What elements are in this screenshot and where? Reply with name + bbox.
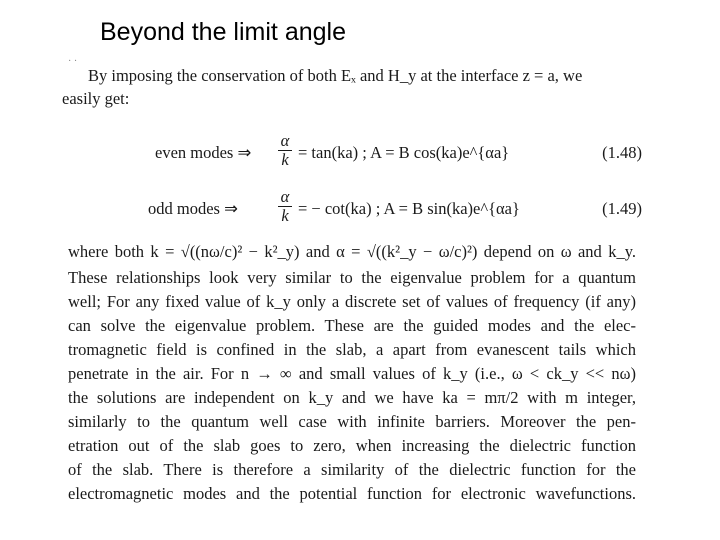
intro-line-2: easily get: xyxy=(62,89,130,108)
intro-line-1: By imposing the conservation of both Eₓ and H_y at the interface z = a, we xyxy=(88,66,583,85)
scan-mark: · · xyxy=(68,56,78,67)
body-line-4: can solve the eigenvalue problem. These are the guided modes and the elec- xyxy=(68,316,636,335)
body-line-7: the solutions are independent on k_y and we have ka = mπ/2 with m integer, xyxy=(68,388,636,407)
body-line-5: tromagnetic field is confined in the slab, a apart from evanescent tails which xyxy=(68,340,636,359)
equation-label: odd modes ⇒ xyxy=(148,199,238,218)
body-line-2: These relationships look very similar to the eigenvalue problem for a quantum xyxy=(68,268,636,287)
body-line-10: of the slab. There is therefore a similarity of the dielectric function for the xyxy=(68,460,636,479)
body-line-11: electromagnetic modes and the potential function for electronic wavefunctions. xyxy=(68,484,636,503)
fraction xyxy=(278,188,292,225)
equation-rhs: = − cot(ka) ; A = B sin(ka)e^{αa} xyxy=(298,199,520,218)
body-line-8: similarly to the quantum well case with infinite barriers. Moreover the pen- xyxy=(68,412,636,431)
equation-even-modes xyxy=(62,132,642,176)
body-line-9: etration out of the slab goes to zero, when increasing the dielectric function xyxy=(68,436,636,455)
fraction-denominator: k xyxy=(281,206,289,225)
body-line-1: where both k = √((nω/c)² − k²_y) and α = √((k²_y − ω/c)²) depend on ω and k_y. xyxy=(68,242,636,261)
body-line-3: well; For any fixed value of k_y only a discrete set of values of frequency (if any) xyxy=(68,292,636,311)
fraction-denominator: k xyxy=(281,150,289,169)
equation-rhs: = tan(ka) ; A = B cos(ka)e^{αa} xyxy=(298,143,510,162)
equation-label: even modes ⇒ xyxy=(155,143,252,162)
fraction-numerator: α xyxy=(280,131,290,150)
fraction xyxy=(278,132,292,169)
body-line-6: penetrate in the air. For n → ∞ and small values of k_y (i.e., ω < ck_y << nω) xyxy=(68,364,636,383)
slide-title: Beyond the limit angle xyxy=(100,18,346,46)
equation-number: (1.49) xyxy=(602,199,642,218)
equation-odd-modes xyxy=(62,188,642,232)
fraction-numerator: α xyxy=(280,187,290,206)
equation-number: (1.48) xyxy=(602,143,642,162)
